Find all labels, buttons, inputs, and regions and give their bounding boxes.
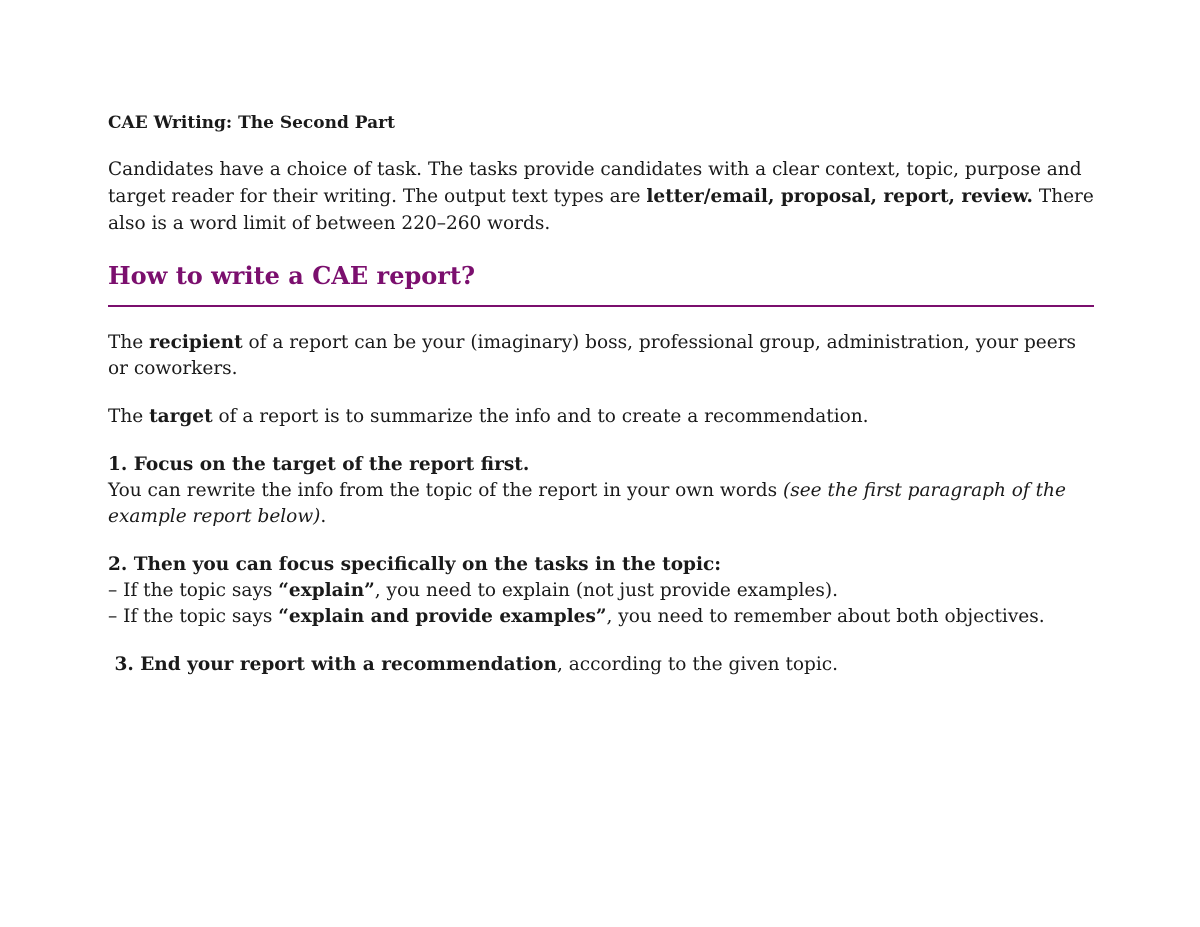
section-divider [108, 305, 1094, 307]
intro-paragraph [108, 156, 1094, 237]
step1-paragraph [108, 452, 1094, 530]
intro-text-1: Candidates have a choice of task. The tasks provide candidates with a clear context, topic, purpose and target reader for their writing. The output text types are [108, 159, 1082, 207]
intro-text-2: There also is a word limit of between 220–260 words. [108, 186, 1094, 234]
recipient-keyword: recipient [149, 332, 243, 353]
step2-line2-quote: “explain and provide examples” [278, 606, 607, 627]
step2-line2-pre: – If the topic says [108, 606, 279, 627]
step1-italic-note: (see the first paragraph of the example report below) [108, 480, 1066, 527]
document-page [108, 110, 1094, 678]
step3-text: , according to the given topic. [556, 654, 839, 675]
step3-paragraph [108, 652, 1094, 678]
section-title: How to write a CAE report? [108, 261, 476, 290]
intro-text-types: letter/email, proposal, report, review. [646, 186, 1033, 207]
step1-text: You can rewrite the info from the topic of the report in your own words [108, 480, 783, 501]
step2-paragraph [108, 552, 1094, 630]
recipient-text: of a report can be your (imaginary) boss, professional group, administration, your peers or coworkers. [108, 332, 1077, 379]
recipient-pre: The [108, 332, 150, 353]
step3-heading: 3. End your report with a recommendation [108, 654, 557, 675]
step2-line1-quote: “explain” [278, 580, 375, 601]
step2-line1-pre: – If the topic says [108, 580, 279, 601]
step2-line2-post: , you need to remember about both objectives. [606, 606, 1045, 627]
step2-line1-post: , you need to explain (not just provide examples). [374, 580, 838, 601]
top-heading: CAE Writing: The Second Part [108, 113, 395, 133]
step2-line1 [108, 578, 1094, 604]
step2-heading: 2. Then you can focus specifically on the tasks in the topic: [108, 554, 722, 575]
target-paragraph [108, 404, 1094, 430]
target-pre: The [108, 406, 150, 427]
target-keyword: target [149, 406, 213, 427]
target-text: of a report is to summarize the info and to create a recommendation. [212, 406, 869, 427]
step2-line2 [108, 604, 1094, 630]
step1-heading: 1. Focus on the target of the report first. [108, 454, 530, 475]
recipient-paragraph [108, 330, 1094, 382]
step1-end: . [320, 506, 327, 527]
